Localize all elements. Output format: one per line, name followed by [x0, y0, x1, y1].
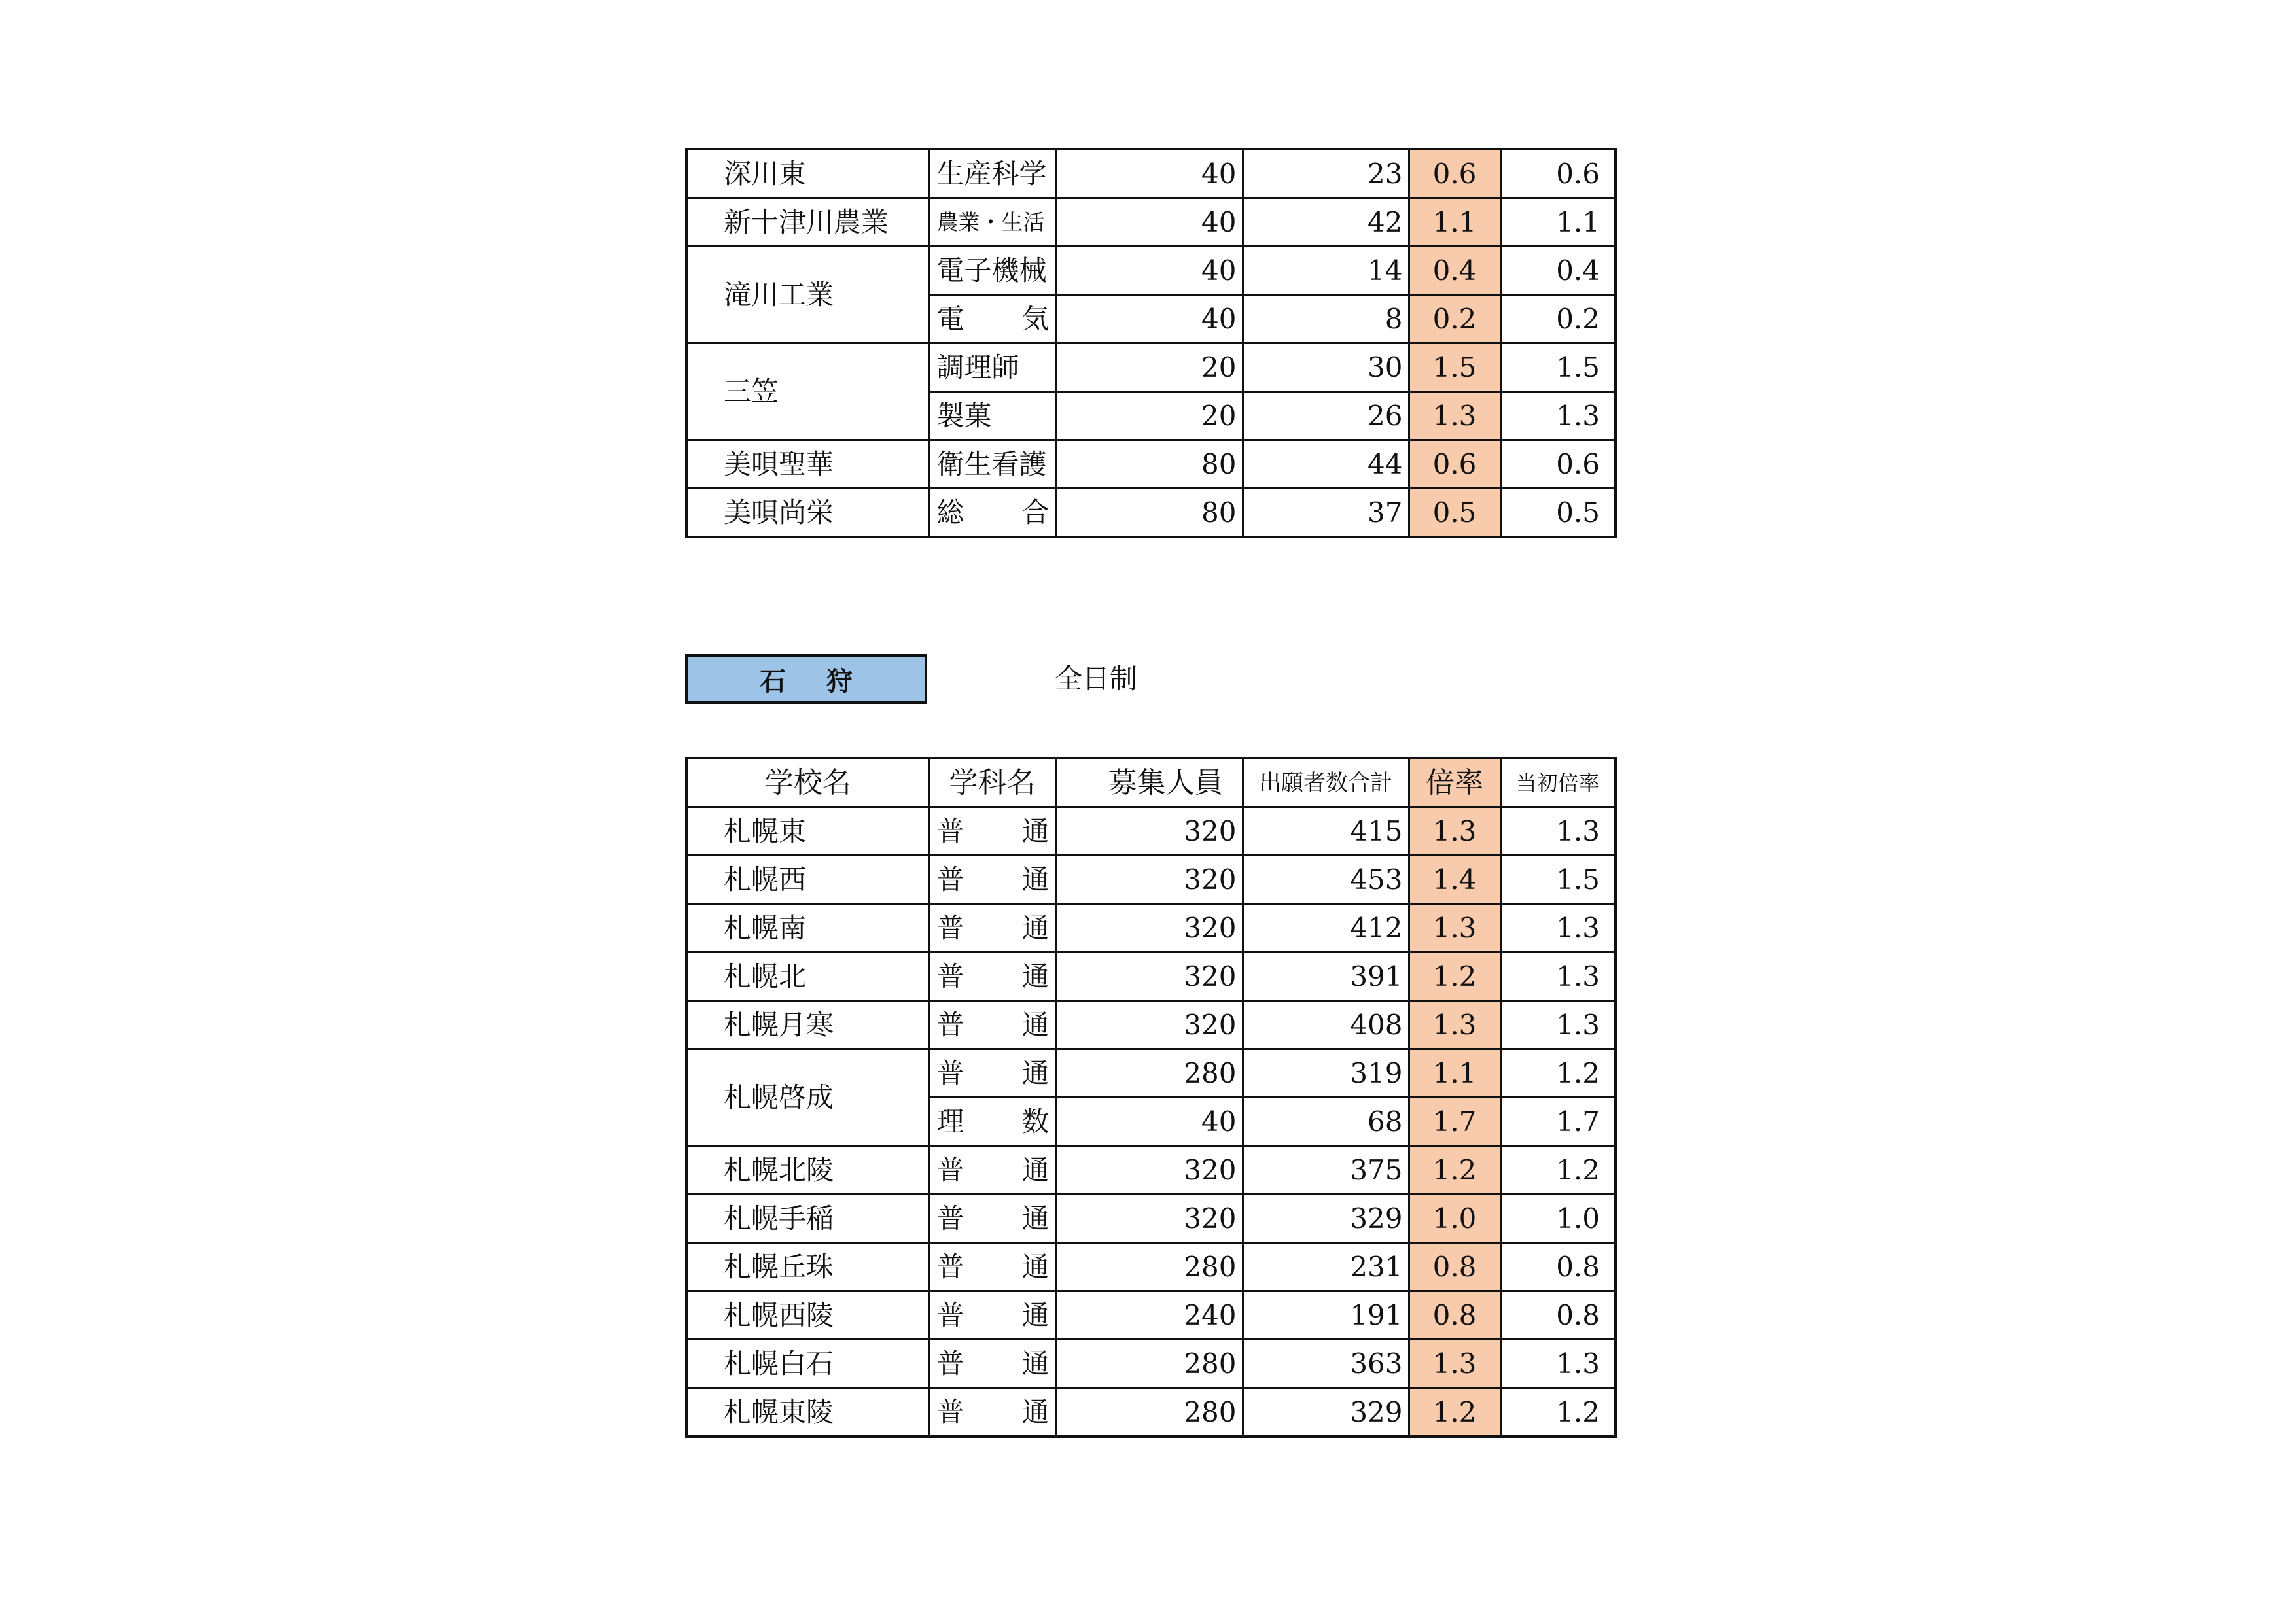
department-name: 普通 — [929, 807, 1055, 856]
ratio-value: 1.3 — [1409, 807, 1500, 856]
initial-ratio-value: 0.8 — [1500, 1291, 1616, 1340]
school-name: 札幌啓成 — [686, 1049, 929, 1146]
department-name: 製菓 — [929, 392, 1055, 440]
school-name: 滝川工業 — [686, 247, 929, 343]
school-name: 札幌手稲 — [686, 1195, 929, 1243]
applicants-value: 412 — [1243, 904, 1409, 952]
initial-ratio-value: 1.3 — [1500, 807, 1616, 856]
ratio-value: 0.6 — [1409, 440, 1500, 489]
ratio-value: 0.8 — [1409, 1291, 1500, 1340]
applicants-value: 329 — [1243, 1195, 1409, 1243]
quota-value: 40 — [1055, 295, 1243, 343]
department-name: 普通 — [929, 1049, 1055, 1098]
initial-ratio-value: 1.3 — [1500, 1340, 1616, 1388]
header-quota: 募集人員 — [1055, 758, 1243, 807]
ratio-value: 1.1 — [1409, 198, 1500, 247]
department-name: 衛生看護 — [929, 440, 1055, 489]
ratio-value: 1.3 — [1409, 1340, 1500, 1388]
school-name: 新十津川農業 — [686, 198, 929, 247]
table-row — [686, 904, 1616, 952]
table-row — [686, 1001, 1616, 1049]
ratio-value: 1.3 — [1409, 1001, 1500, 1049]
applicants-value: 329 — [1243, 1388, 1409, 1437]
department-name: 普通 — [929, 1340, 1055, 1388]
department-name: 電子機械 — [929, 247, 1055, 295]
initial-ratio-value: 1.2 — [1500, 1049, 1616, 1098]
initial-ratio-value: 1.7 — [1500, 1098, 1616, 1146]
table-row — [686, 247, 1616, 295]
header-applicants: 出願者数合計 — [1243, 758, 1409, 807]
applicants-value: 453 — [1243, 856, 1409, 904]
quota-value: 80 — [1055, 489, 1243, 538]
region-label: 石狩 — [685, 654, 927, 704]
initial-ratio-value: 0.8 — [1500, 1243, 1616, 1291]
ratio-value: 1.3 — [1409, 392, 1500, 440]
table-row — [686, 856, 1616, 904]
applicants-value: 231 — [1243, 1243, 1409, 1291]
quota-value: 40 — [1055, 198, 1243, 247]
school-name: 札幌東陵 — [686, 1388, 929, 1437]
course-type-label: 全日制 — [1055, 663, 1138, 695]
table-header-row — [686, 758, 1616, 807]
school-name: 三笠 — [686, 343, 929, 440]
applicants-value: 415 — [1243, 807, 1409, 856]
initial-ratio-value: 0.5 — [1500, 489, 1616, 538]
ratio-value: 1.7 — [1409, 1098, 1500, 1146]
department-name: 普通 — [929, 1388, 1055, 1437]
school-name: 札幌北陵 — [686, 1146, 929, 1195]
table-row — [686, 1388, 1616, 1437]
initial-ratio-value: 1.1 — [1500, 198, 1616, 247]
quota-value: 20 — [1055, 392, 1243, 440]
department-name: 理数 — [929, 1098, 1055, 1146]
applicants-value: 68 — [1243, 1098, 1409, 1146]
school-name: 札幌白石 — [686, 1340, 929, 1388]
initial-ratio-value: 1.3 — [1500, 952, 1616, 1001]
quota-value: 40 — [1055, 247, 1243, 295]
initial-ratio-value: 1.3 — [1500, 1001, 1616, 1049]
applicants-value: 23 — [1243, 149, 1409, 198]
ratio-value: 1.2 — [1409, 1388, 1500, 1437]
quota-value: 320 — [1055, 856, 1243, 904]
header-department: 学科名 — [929, 758, 1055, 807]
table-row — [686, 343, 1616, 392]
applicants-value: 14 — [1243, 247, 1409, 295]
initial-ratio-value: 1.2 — [1500, 1146, 1616, 1195]
table-row — [686, 1291, 1616, 1340]
quota-value: 320 — [1055, 1195, 1243, 1243]
initial-ratio-value: 1.3 — [1500, 392, 1616, 440]
applicants-value: 26 — [1243, 392, 1409, 440]
department-name: 普通 — [929, 952, 1055, 1001]
applicants-value: 191 — [1243, 1291, 1409, 1340]
initial-ratio-value: 1.2 — [1500, 1388, 1616, 1437]
table-row — [686, 440, 1616, 489]
quota-value: 320 — [1055, 904, 1243, 952]
table-row — [686, 489, 1616, 538]
table-row — [686, 1146, 1616, 1195]
applicants-value: 8 — [1243, 295, 1409, 343]
quota-value: 280 — [1055, 1049, 1243, 1098]
applicants-value: 42 — [1243, 198, 1409, 247]
table-row — [686, 807, 1616, 856]
ratio-value: 1.2 — [1409, 1146, 1500, 1195]
department-name: 普通 — [929, 1291, 1055, 1340]
applicants-value: 375 — [1243, 1146, 1409, 1195]
ratio-value: 1.4 — [1409, 856, 1500, 904]
quota-value: 320 — [1055, 1001, 1243, 1049]
department-name: 普通 — [929, 1001, 1055, 1049]
quota-value: 40 — [1055, 149, 1243, 198]
department-name: 普通 — [929, 1195, 1055, 1243]
ratio-value: 1.5 — [1409, 343, 1500, 392]
school-name: 札幌北 — [686, 952, 929, 1001]
department-name: 普通 — [929, 904, 1055, 952]
table-row — [686, 198, 1616, 247]
department-name: 普通 — [929, 856, 1055, 904]
quota-value: 20 — [1055, 343, 1243, 392]
table-row — [686, 952, 1616, 1001]
header-initial-ratio: 当初倍率 — [1500, 758, 1616, 807]
applicants-value: 44 — [1243, 440, 1409, 489]
department-name: 普通 — [929, 1146, 1055, 1195]
department-name: 普通 — [929, 1243, 1055, 1291]
admissions-table-continued — [685, 148, 1617, 538]
department-name: 農業・生活 — [929, 198, 1055, 247]
school-name: 札幌月寒 — [686, 1001, 929, 1049]
quota-value: 280 — [1055, 1243, 1243, 1291]
admissions-table — [685, 757, 1617, 1438]
applicants-value: 391 — [1243, 952, 1409, 1001]
school-name: 札幌南 — [686, 904, 929, 952]
table-row — [686, 149, 1616, 198]
school-name: 札幌東 — [686, 807, 929, 856]
ratio-value: 0.8 — [1409, 1243, 1500, 1291]
school-name: 美唄聖華 — [686, 440, 929, 489]
table-row — [686, 1340, 1616, 1388]
applicants-value: 363 — [1243, 1340, 1409, 1388]
applicants-value: 408 — [1243, 1001, 1409, 1049]
applicants-value: 319 — [1243, 1049, 1409, 1098]
ratio-value: 0.5 — [1409, 489, 1500, 538]
ratio-value: 1.2 — [1409, 952, 1500, 1001]
quota-value: 80 — [1055, 440, 1243, 489]
initial-ratio-value: 1.5 — [1500, 856, 1616, 904]
quota-value: 280 — [1055, 1388, 1243, 1437]
school-name: 札幌西陵 — [686, 1291, 929, 1340]
department-name: 電気 — [929, 295, 1055, 343]
quota-value: 320 — [1055, 952, 1243, 1001]
initial-ratio-value: 0.2 — [1500, 295, 1616, 343]
ratio-value: 1.3 — [1409, 904, 1500, 952]
header-school: 学校名 — [686, 758, 929, 807]
ratio-value: 0.6 — [1409, 149, 1500, 198]
applicants-value: 30 — [1243, 343, 1409, 392]
ratio-value: 1.0 — [1409, 1195, 1500, 1243]
table-row — [686, 1049, 1616, 1098]
department-name: 調理師 — [929, 343, 1055, 392]
department-name: 総合 — [929, 489, 1055, 538]
applicants-value: 37 — [1243, 489, 1409, 538]
quota-value: 320 — [1055, 807, 1243, 856]
table-row — [686, 1243, 1616, 1291]
quota-value: 240 — [1055, 1291, 1243, 1340]
header-ratio: 倍率 — [1409, 758, 1500, 807]
school-name: 札幌西 — [686, 856, 929, 904]
table-row — [686, 1195, 1616, 1243]
school-name: 美唄尚栄 — [686, 489, 929, 538]
ratio-value: 1.1 — [1409, 1049, 1500, 1098]
department-name: 生産科学 — [929, 149, 1055, 198]
quota-value: 280 — [1055, 1340, 1243, 1388]
ratio-value: 0.2 — [1409, 295, 1500, 343]
initial-ratio-value: 1.0 — [1500, 1195, 1616, 1243]
initial-ratio-value: 1.3 — [1500, 904, 1616, 952]
ratio-value: 0.4 — [1409, 247, 1500, 295]
initial-ratio-value: 0.6 — [1500, 149, 1616, 198]
initial-ratio-value: 0.6 — [1500, 440, 1616, 489]
school-name: 深川東 — [686, 149, 929, 198]
school-name: 札幌丘珠 — [686, 1243, 929, 1291]
initial-ratio-value: 1.5 — [1500, 343, 1616, 392]
initial-ratio-value: 0.4 — [1500, 247, 1616, 295]
quota-value: 40 — [1055, 1098, 1243, 1146]
quota-value: 320 — [1055, 1146, 1243, 1195]
